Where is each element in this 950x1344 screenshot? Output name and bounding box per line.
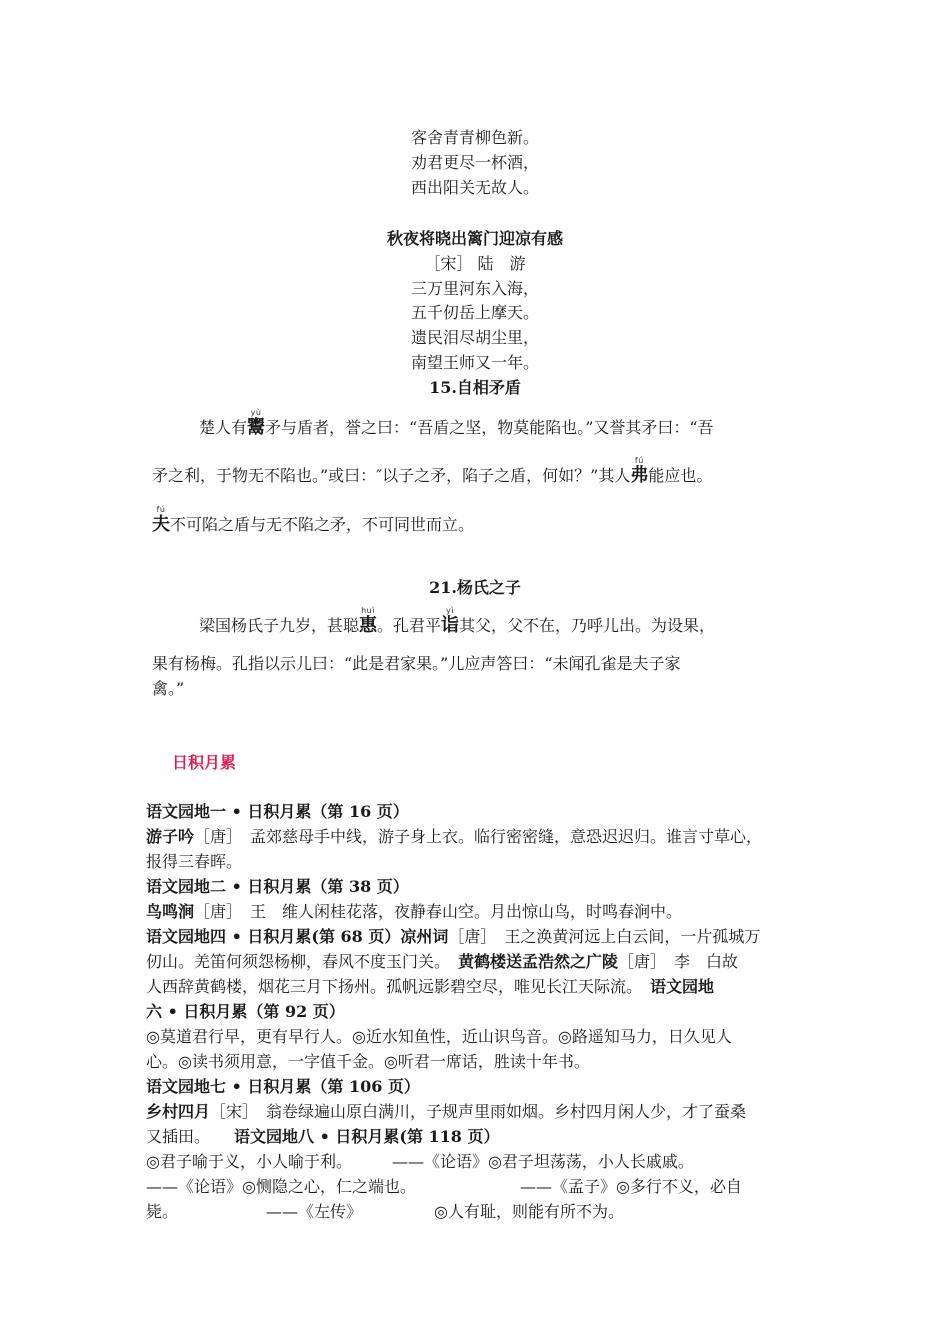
text-run: 能应也。: [648, 466, 713, 485]
poem-title: 游子吟: [146, 827, 195, 846]
acc-line-8: [146, 974, 714, 999]
poem2-line-1: 三万里河东入海，: [410, 279, 539, 298]
lesson15-paragraph-line-1: [199, 408, 714, 439]
poem-title: 黄鹤楼送孟浩然之广陵: [458, 952, 619, 971]
poem2-line-2: 五千仞岳上摩天。: [410, 303, 539, 322]
poem2-line-3: 遗民泪尽胡尘里，: [410, 328, 539, 347]
lesson21-title: 21.杨氏之子: [429, 578, 521, 597]
lesson21-paragraph-line-1: [199, 606, 715, 637]
text-run: 楚人有: [199, 418, 248, 437]
accumulation-heading: 日积月累: [172, 753, 237, 772]
lesson21-paragraph-line-3: 禽。”: [152, 679, 185, 698]
acc-line-15: ◎君子喻于义，小人喻于利。 ——《论语》◎君子坦荡荡，小人长戚戚。: [146, 1152, 694, 1171]
poem-title: 鸟鸣涧: [146, 902, 195, 921]
text-run: 其父，父不在，乃呼儿出。为设果，: [459, 616, 716, 635]
poem2-line-4: 南望王师又一年。: [410, 353, 539, 372]
acc-line-6: [146, 924, 760, 949]
acc-line-2: [146, 824, 762, 849]
lesson21-paragraph-line-2: 果有杨梅。孔指以示儿曰：“此是君家果。”儿应声答曰：“未闻孔雀是夫子家: [152, 654, 681, 673]
lesson15-paragraph-line-2: [152, 456, 712, 487]
poem1-line-1: 客舍青青柳色新。: [410, 128, 539, 147]
acc-line-5: [146, 899, 682, 924]
lesson15-paragraph-line-3: [152, 505, 474, 536]
poem2-title: 秋夜将晓出篱门迎凉有感: [386, 229, 563, 248]
text-run: 矛之利，于物无不陷也。”或曰：″以子之矛，陷子之盾，何如？”其人: [152, 466, 631, 485]
poem1-line-3: 西出阳关无故人。: [410, 178, 539, 197]
text-run: ［唐］ 王 维人闲桂花落，夜静春山空。月出惊山鸟，时鸣春涧中。: [194, 902, 683, 921]
garden1-heading: 语文园地一 • 日积月累（第 16 页）: [146, 802, 409, 821]
acc-line-10: ◎莫道君行早，更有早行人。◎近水知鱼性，近山识鸟音。◎路遥知马力，日久见人: [146, 1027, 732, 1046]
ruby-annotation: 弗fú: [630, 456, 649, 486]
acc-line-3: 报得三春晖。: [146, 852, 243, 871]
garden2-heading: 语文园地二 • 日积月累（第 38 页）: [146, 877, 409, 896]
ruby-annotation: 惠huì: [359, 606, 378, 636]
text-run: ［宋］ 翁卷绿遍山原白满川，子规声里雨如烟。乡村四月闲人少，才了蚕桑: [210, 1102, 747, 1121]
lesson15-title: 15.自相矛盾: [429, 378, 521, 397]
poem2-author: ［宋］ 陆 游: [424, 254, 526, 273]
acc-line-16: ——《论语》◎恻隐之心，仁之端也。 ——《孟子》◎多行不义，必自: [146, 1177, 742, 1196]
text-run: 又插田。: [146, 1127, 235, 1146]
acc-line-13: [146, 1099, 746, 1124]
text-run: 矛与盾者，誉之曰：“吾盾之坚，物莫能陷也。”又誉其矛曰：“吾: [265, 418, 714, 437]
acc-line-9: 六 • 日积月累（第 92 页）: [146, 1002, 345, 1021]
garden8-heading: 语文园地八 • 日积月累(第 118 页）: [234, 1127, 500, 1146]
garden7-heading: 语文园地七 • 日积月累（第 106 页）: [146, 1077, 420, 1096]
garden4-heading: 语文园地四 • 日积月累(第 68 页）凉州词: [146, 927, 449, 946]
ruby-annotation: 鬻yù: [247, 408, 266, 438]
acc-line-11: 心。◎读书须用意，一字值千金。◎听君一席话，胜读十年书。: [146, 1052, 590, 1071]
poem-title: 乡村四月: [146, 1102, 211, 1121]
text-run: 人西辞黄鹤楼，烟花三月下扬州。孤帆远影碧空尽，唯见长江天际流。: [146, 977, 651, 996]
ruby-annotation: 夫fú: [152, 505, 170, 535]
text-run: ［唐］ 孟郊慈母手中线，游子身上衣。临行密密缝，意恐迟迟归。谁言寸草心，: [194, 827, 763, 846]
text-run: 仞山。羌笛何须怨杨柳，春风不度玉门关。: [146, 952, 459, 971]
poem1-line-2: 劝君更尽一杯酒，: [410, 153, 539, 172]
text-run: 。孔君平: [377, 616, 442, 635]
acc-line-17: 毙。 ——《左传》 ◎人有耻，则能有所不为。: [146, 1202, 624, 1221]
text-run: 不可陷之盾与无不陷之矛，不可同世而立。: [170, 515, 475, 534]
ruby-annotation: 诣yì: [441, 606, 460, 636]
acc-line-7: [146, 949, 738, 974]
garden6-heading: 语文园地: [650, 977, 715, 996]
text-run: 梁国杨氏子九岁，甚聪: [199, 616, 360, 635]
text-run: ［唐］ 王之涣黄河远上白云间，一片孤城万: [448, 927, 761, 946]
text-run: ［唐］ 李 白故: [618, 952, 739, 971]
acc-line-14: [146, 1124, 500, 1149]
